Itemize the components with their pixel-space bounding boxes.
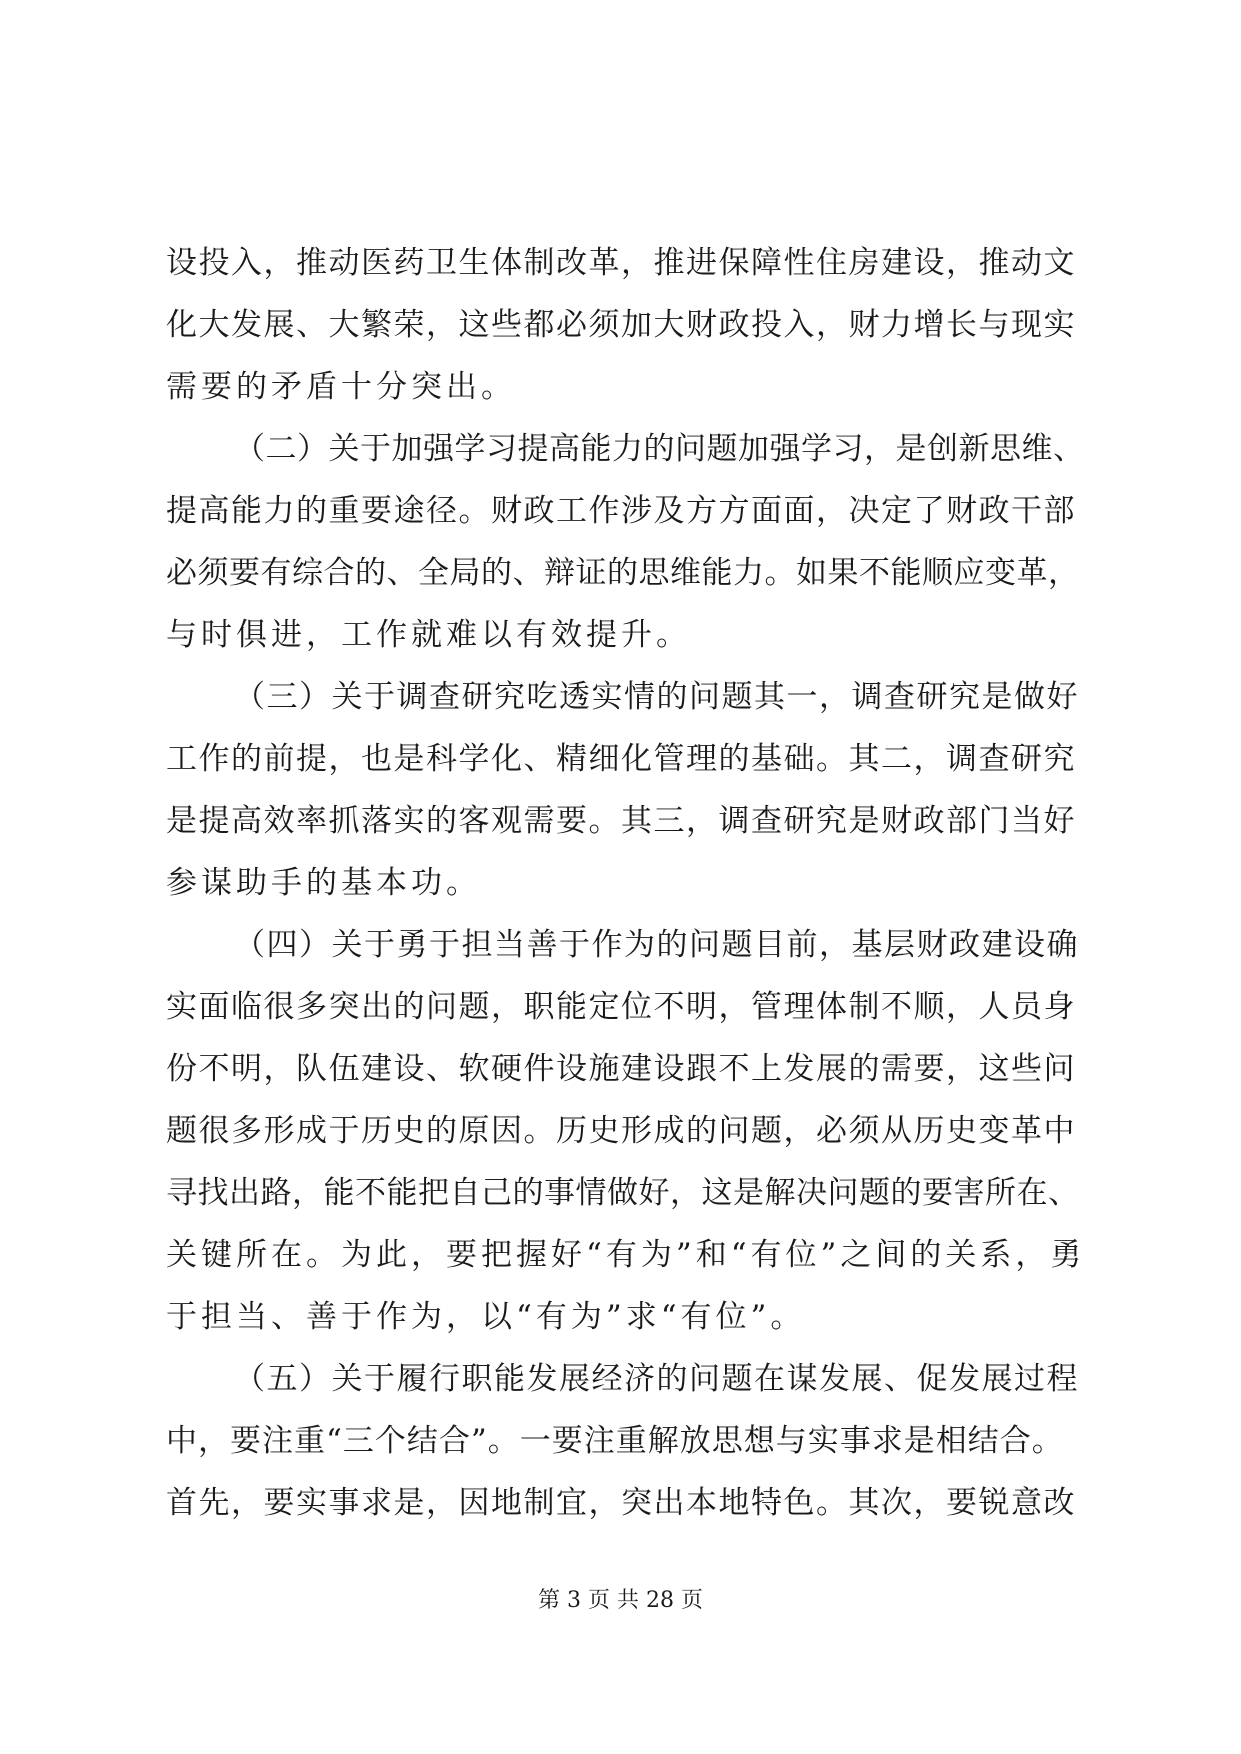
text-line: 必须要有综合的、全局的、辩证的思维能力。如果不能顺应变革， [166, 555, 1080, 591]
document-body [166, 232, 1086, 1534]
text-line: 关键所在。为此，要把握好“有为”和“有位”之间的关系，勇 [166, 1237, 1086, 1273]
section-heading-line: （二）关于加强学习提高能力的问题加强学习，是创新思维、 [234, 431, 1085, 467]
text-line: 需要的矛盾十分突出。 [166, 369, 516, 405]
text-line: 首先，要实事求是，因地制宜，突出本地特色。其次，要锐意改 [166, 1485, 1076, 1521]
text-line: 中，要注重“三个结合”。一要注重解放思想与实事求是相结合。 [166, 1423, 1064, 1459]
text-line: 寻找出路，能不能把自己的事情做好，这是解决问题的要害所在、 [166, 1175, 1080, 1211]
text-line: 参谋助手的基本功。 [166, 865, 481, 901]
text-line: 份不明，队伍建设、软硬件设施建设跟不上发展的需要，这些问 [166, 1051, 1076, 1087]
text-line: 于担当、善于作为，以“有为”求“有位”。 [166, 1299, 806, 1335]
section-heading-line: （四）关于勇于担当善于作为的问题目前，基层财政建设确 [234, 927, 1079, 963]
text-line: 提高能力的重要途径。财政工作涉及方方面面，决定了财政干部 [166, 493, 1076, 529]
text-line: 题很多形成于历史的原因。历史形成的问题，必须从历史变革中 [166, 1113, 1076, 1149]
text-line: 与时俱进，工作就难以有效提升。 [166, 617, 691, 653]
text-line: 设投入，推动医药卫生体制改革，推进保障性住房建设，推动文 [166, 245, 1076, 281]
section-heading-line: （五）关于履行职能发展经济的问题在谋发展、促发展过程 [234, 1361, 1079, 1397]
page-number-footer: 第 3 页 共 28 页 [538, 1588, 703, 1613]
text-line: 实面临很多突出的问题，职能定位不明，管理体制不顺，人员身 [166, 989, 1076, 1025]
text-line: 化大发展、大繁荣，这些都必须加大财政投入，财力增长与现实 [166, 307, 1076, 343]
text-line: 工作的前提，也是科学化、精细化管理的基础。其二，调查研究 [166, 741, 1076, 777]
text-line: 是提高效率抓落实的客观需要。其三，调查研究是财政部门当好 [166, 803, 1076, 839]
section-heading-line: （三）关于调查研究吃透实情的问题其一，调查研究是做好 [234, 679, 1079, 715]
